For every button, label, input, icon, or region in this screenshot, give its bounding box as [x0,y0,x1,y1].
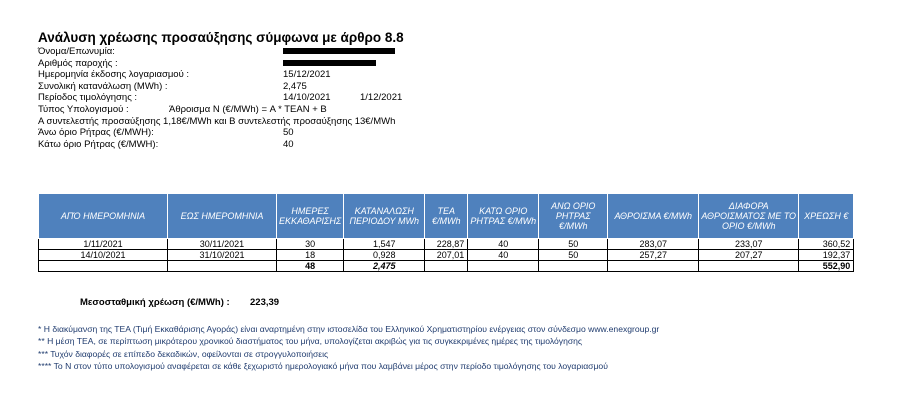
footnote: * Η διακύμανση της ΤΕΑ (Τιμή Εκκαθάρισης Αγοράς) είναι αναρτημένη στην ιστοσελίδα του Ελληνικού Χρηματιστηρίου ενέργειας στον σύνδεσμο www.enexgroup.gr [38,324,660,334]
header-lower-limit: ΚΑΤΩ ΟΡΙΟ ΡΗΤΡΑΣ €/MWh [468,194,539,239]
lower-limit-label: Κάτω όριο Ρήτρας (€/MWH): [38,138,159,150]
cell-sum-difference: 233,07 [699,239,799,250]
coefficients-text: Α συντελεστής προσαύξησης 1,18€/MWh και Β συντελεστής προσαύξησης 13€/MWh [38,115,396,127]
cell-tea: 207,01 [425,250,468,261]
name-label: Όνομα/Επωνυμία: [38,46,115,57]
header-to-date: ΕΩΣ ΗΜΕΡΟΜΗΝΙΑ [168,194,277,239]
footnote: ** Η μέση ΤΕΑ, σε περίπτωση μικρότερου χρονικού διαστήματος του μήνα, υπολογίζεται ακριβώς για τις συγκεκριμένες ημέρες της τιμολόγησης [38,336,583,347]
billing-period-from: 14/10/2021 [283,92,331,104]
total-charge: 552,90 [799,261,854,272]
cell-upper-limit: 50 [539,250,608,261]
footnote: **** Το Ν στον τύπο υπολογισμού αναφέρεται σε κάθε ξεχωριστό ημερολογιακό μήνα που λαμβάνει μέρος στην περίοδο τιμολόγησης του λογαριασμού [38,360,608,371]
cell-sum: 257,27 [608,250,699,261]
cell-charge: 360,52 [799,239,854,250]
upper-limit-value: 50 [283,127,294,139]
header-period-consumption: ΚΑΤΑΝΑΛΩΣΗ ΠΕΡΙΟΔΟΥ MWh [344,194,425,239]
cell-from-date: 14/10/2021 [39,250,168,261]
surcharge-table [38,193,854,272]
header-sum: ΑΘΡΟΙΣΜΑ €/MWh [608,194,699,239]
supply-number-label: Αριθμός παροχής : [38,57,118,69]
table-row [39,239,854,250]
cell-clearing-days: 30 [277,239,344,250]
cell-period-consumption: 1,547 [344,239,425,250]
cell-lower-limit: 40 [468,239,539,250]
weighted-average-label: Μεσοσταθμική χρέωση (€/MWh) : [80,297,230,308]
header-from-date: ΑΠΌ ΗΜΕΡΟΜΗΝΙΑ [39,194,168,239]
supply-number-redacted [283,58,376,70]
billing-period-label: Περίοδος τιμολόγησης : [38,92,138,104]
issue-date-label: Ημερομηνία έκδοσης λογαριασμού : [38,69,190,81]
cell-clearing-days: 18 [277,250,344,261]
issue-date-value: 15/12/2021 [283,69,331,81]
cell-tea: 228,87 [425,239,468,250]
consumption-label: Συνολική κατανάλωση (MWh) : [38,80,168,92]
lower-limit-value: 40 [283,138,294,150]
header-clearing-days: ΗΜΕΡΕΣ ΕΚΚΑΘΑΡΙΣΗΣ [277,194,344,239]
cell-to-date: 31/10/2021 [168,250,277,261]
header-tea: ΤΕΑ €/MWh [425,194,468,239]
footnotes [38,323,659,372]
cell-upper-limit: 50 [539,239,608,250]
total-clearing-days: 48 [277,261,344,272]
table-header-row [39,194,854,239]
weighted-average-value: 223,39 [250,297,280,308]
cell-charge: 192,37 [799,250,854,261]
table-row [39,250,854,261]
header-charge: ΧΡΕΩΣΗ € [799,194,854,239]
cell-sum: 283,07 [608,239,699,250]
calc-type-label: Τύπος Υπολογισμού : [38,103,129,115]
cell-lower-limit: 40 [468,250,539,261]
header-upper-limit: ΑΝΩ ΟΡΙΟ ΡΗΤΡΑΣ €/MWh [539,194,608,239]
name-redacted [283,46,395,58]
total-consumption: 2,475 [344,261,425,272]
cell-from-date: 1/11/2021 [39,239,168,250]
cell-sum-difference: 207,27 [699,250,799,261]
cell-to-date: 30/11/2021 [168,239,277,250]
billing-period-to: 1/12/2021 [360,92,403,104]
table-total-row [39,261,854,272]
consumption-value: 2,475 [283,80,307,92]
cell-period-consumption: 0,928 [344,250,425,261]
footnote: *** Τυχόν διαφορές σε επίπεδο δεκαδικών, οφείλονται σε στρογγυλοποιήσεις [38,348,329,359]
calc-formula: Άθροισμα Ν (€/MWh) = A * TEAN + B [169,103,327,115]
header-sum-difference: ΔΙΑΦΟΡΑ ΑΘΡΟΙΣΜΑΤΟΣ ΜΕ ΤΟ ΟΡΙΟ €/MWh [699,194,799,239]
upper-limit-label: Άνω όριο Ρήτρας (€/MWH): [38,127,154,139]
weighted-average-charge [80,297,280,308]
document-title: Ανάλυση χρέωσης προσαύξησης σύμφωνα με άρθρο 8.8 [38,30,404,45]
